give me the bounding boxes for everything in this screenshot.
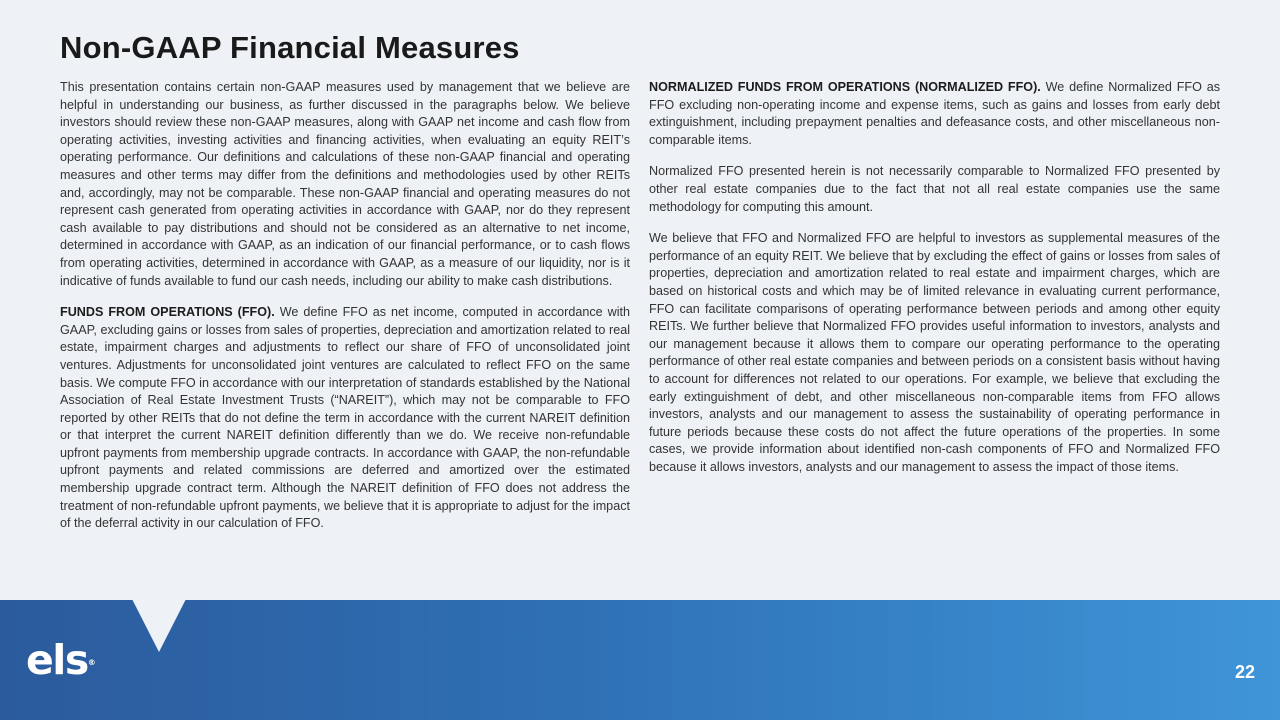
logo-text: els <box>26 636 88 684</box>
footer-band <box>0 600 1280 720</box>
right-text-column <box>649 79 1220 490</box>
normalized-ffo-paragraph <box>649 79 1220 149</box>
page-title: Non-GAAP Financial Measures <box>60 30 520 65</box>
comparability-paragraph: Normalized FFO presented herein is not necessarily comparable to Normalized FFO presented by other real estate companies due to the fact that not all real estate companies use the same methodology for computing this amount. <box>649 164 1220 214</box>
els-logo <box>26 636 96 684</box>
page-number: 22 <box>1234 662 1255 682</box>
normalized-ffo-body: We define Normalized FFO as FFO excluding non-operating income and expense items, such as gains and losses from early debt extinguishment, including prepayment penalties and defeasance costs, and other miscellaneous non-comparable items. <box>649 80 1220 147</box>
ffo-heading: FUNDS FROM OPERATIONS (FFO). <box>60 305 275 320</box>
normalized-ffo-heading: NORMALIZED FUNDS FROM OPERATIONS (NORMALIZED FFO). <box>649 80 1041 94</box>
ffo-body: We define FFO as net income, computed in accordance with GAAP, excluding gains or losses from sales of properties, depreciation and amortization related to real estate, impairment charges and adjustments to reflect our share of FFO of unconsolidated joint ventures. Adjustments for unconsolidated joint ventures are calculated to reflect FFO on the same basis. We compute FFO in accordance with our interpretation of standards established by the National Association of Real Estate Investment Trusts (“NAREIT”), which may not be comparable to FFO reported by other REITs that do not define the term in accordance with the current NAREIT definition or that interpret the current NAREIT definition differently than we do. We receive non-refundable upfront payments from membership upgrade contracts. In accordance with GAAP, the non-refundable upfront payments and related commissions are deferred and amortized over the estimated membership upgrade contract term. Although the NAREIT definition of FFO does not address the treatment of non-refundable upfront payments, we believe that it is appropriate to adjust for the impact of the deferral activity in our calculation of FFO. <box>60 305 631 531</box>
left-text-column <box>60 79 630 547</box>
ffo-paragraph <box>60 304 630 533</box>
intro-paragraph: This presentation contains certain non-GAAP measures used by management that we believe are helpful in understanding our business, as further discussed in the paragraphs below. We believe investors should review these non-GAAP measures, along with GAAP net income and cash flow from operating activities, investing activities and financing activities, when evaluating an equity REIT’s operating performance. Our definitions and calculations of these non-GAAP financial and operating measures and other terms may differ from the definitions and methodologies used by other REITs and, accordingly, may not be comparable. These non-GAAP financial and operating measures do not represent cash generated from operating activities in accordance with GAAP, nor do they represent cash available to pay distributions and should not be considered as an alternative to net income, determined in accordance with GAAP, as an indication of our financial performance, or to cash flows from operating activities, determined in accordance with GAAP, as a measure of our liquidity, nor is it indicative of funds available to fund our cash needs, including our ability to make cash distributions. <box>60 80 630 288</box>
usefulness-paragraph: We believe that FFO and Normalized FFO are helpful to investors as supplemental measures of the performance of an equity REIT. We believe that by excluding the effect of gains or losses from sales of properties, depreciation and amortization related to real estate and impairment charges, which are based on historical costs and which may be of limited relevance in evaluating current performance, FFO can facilitate comparisons of operating performance between periods and among other equity REITs. We further believe that Normalized FFO provides useful information to investors, analysts and our management because it allows them to compare our operating performance to the operating performance of other real estate companies and between periods on a consistent basis without having to account for differences not related to our operations. For example, we believe that excluding the early extinguishment of debt, and other miscellaneous non-comparable items from FFO allows investors, analysts and our management to assess the sustainability of operating performance in future periods because these costs do not affect the future operations of the properties. In some cases, we provide information about identified non-cash components of FFO and Normalized FFO because it allows investors, analysts and our management to assess the impact of those items. <box>649 231 1220 474</box>
footer-notch-shape <box>132 599 186 652</box>
registered-mark: ® <box>87 658 96 667</box>
